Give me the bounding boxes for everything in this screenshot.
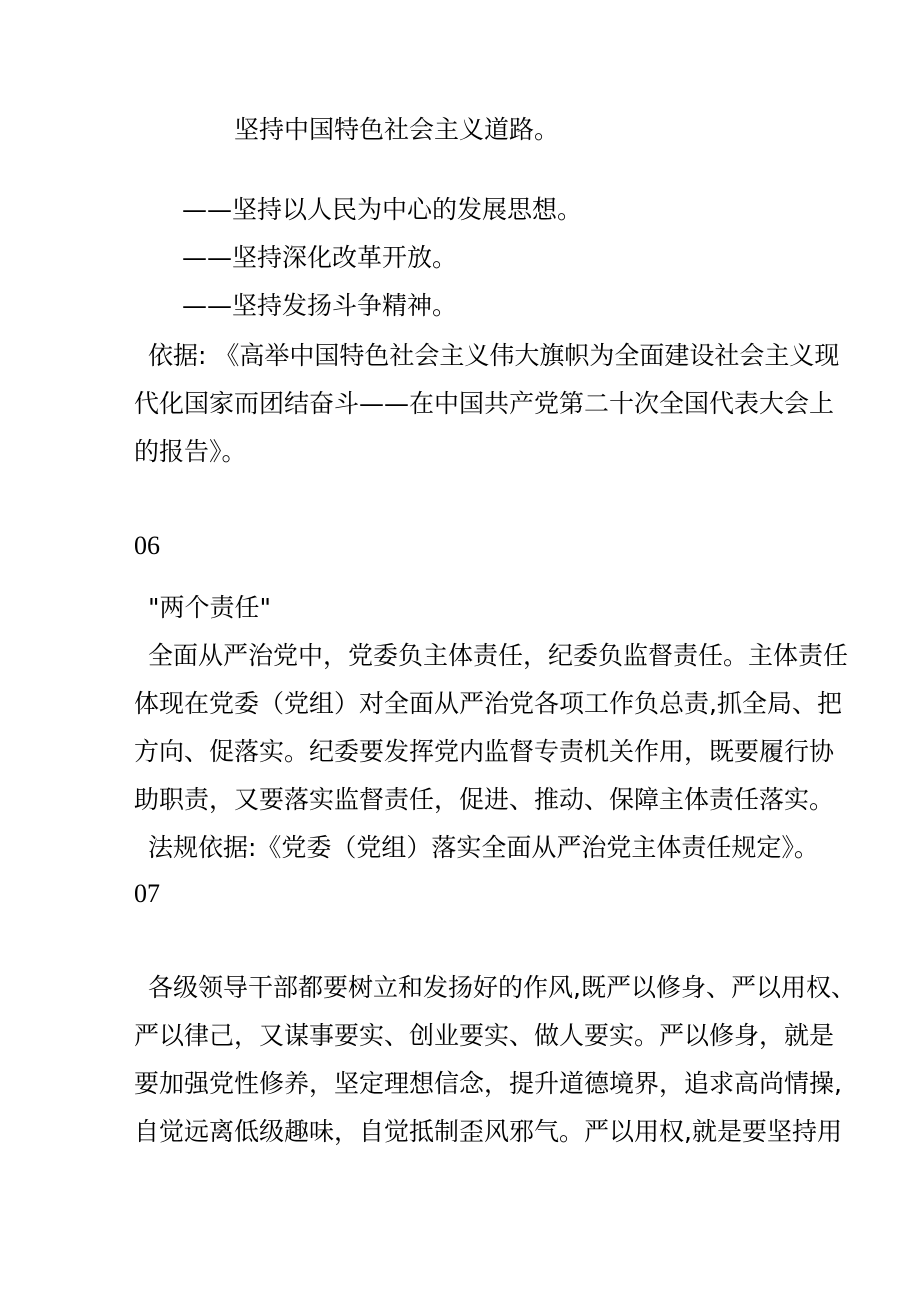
regulation-line: 法规依据:《党委（党组）落实全面从严治党主体责任规定》。 <box>148 833 819 862</box>
body-line: 各级领导干部都要树立和发扬好的作风,既严以修身、严以用权、 <box>148 973 856 1002</box>
section-title: "两个责任" <box>148 593 271 622</box>
body-line: 要加强党性修养，坚定理想信念，提升道德境界，追求高尚情操, <box>134 1069 842 1098</box>
body-line: 体现在党委（党组）对全面从严治党各项工作负总责,抓全局、把 <box>134 689 842 718</box>
source-line: 依据: 《高举中国特色社会主义伟大旗帜为全面建设社会主义现 <box>148 341 840 370</box>
section-number-07: 07 <box>134 879 160 908</box>
body-line: 方向、促落实。纪委要发挥党内监督专责机关作用，既要履行协 <box>134 737 835 766</box>
body-line: 全面从严治党中，党委负主体责任，纪委负监督责任。主体责任 <box>148 641 849 670</box>
source-line: 代化国家而团结奋斗——在中国共产党第二十次全国代表大会上 <box>134 389 835 418</box>
section-number-06: 06 <box>134 531 160 560</box>
principle-line: ——坚持深化改革开放。 <box>182 243 458 272</box>
principle-line: ——坚持发扬斗争精神。 <box>182 291 458 320</box>
body-line: 严以律己，又谋事要实、创业要实、做人要实。严以修身，就是 <box>134 1021 835 1050</box>
body-line: 自觉远离低级趣味，自觉抵制歪风邪气。严以用权,就是要坚持用 <box>134 1117 842 1146</box>
source-line: 的报告》。 <box>134 437 247 466</box>
principle-line: 坚持中国特色社会主义道路。 <box>234 115 560 144</box>
principle-line: ——坚持以人民为中心的发展思想。 <box>182 195 583 224</box>
body-line: 助职责，又要落实监督责任，促进、推动、保障主体责任落实。 <box>134 785 835 814</box>
